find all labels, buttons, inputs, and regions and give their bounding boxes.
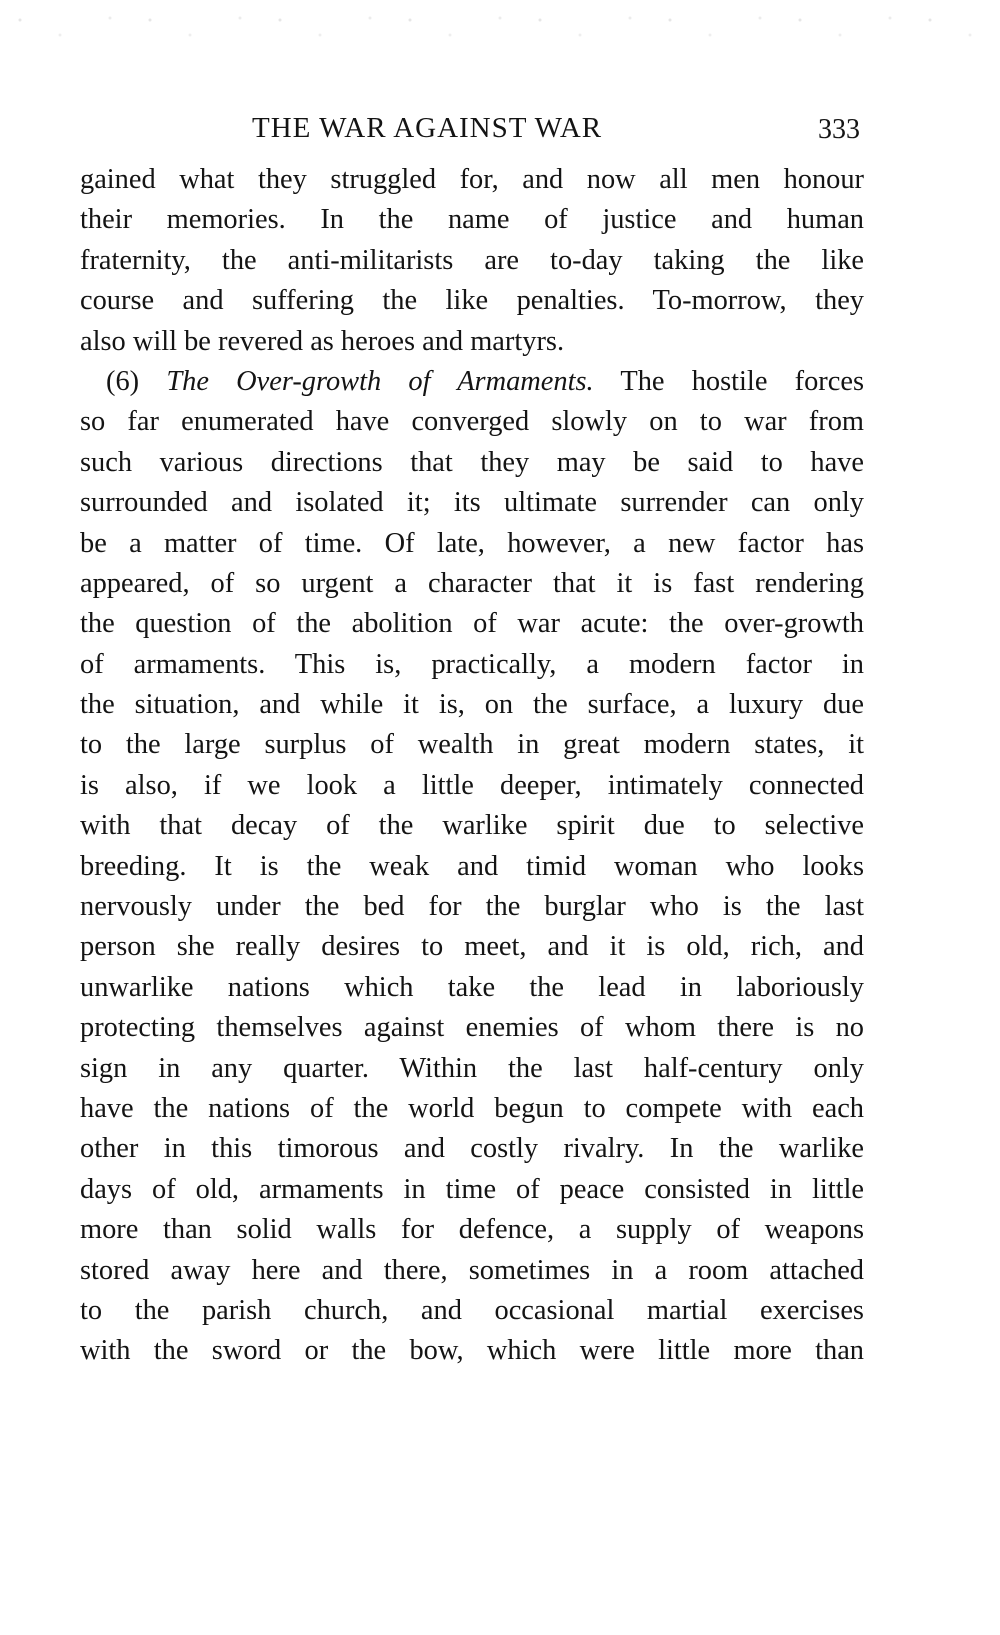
- text-line: of armaments. This is, practically, a modern factor in: [80, 648, 864, 680]
- text-line: be a matter of time. Of late, however, a new factor has: [80, 527, 864, 559]
- text-line: such various directions that they may be said to have: [80, 446, 864, 478]
- text-line: fraternity, the anti-militarists are to-day taking the like: [80, 244, 864, 276]
- text-line: to the parish church, and occasional martial exercises: [80, 1294, 864, 1326]
- text-line: sign in any quarter. Within the last half-century only: [80, 1052, 864, 1084]
- text-line: person she really desires to meet, and it is old, rich, and: [80, 931, 864, 963]
- text-line: the situation, and while it is, on the surface, a luxury due: [80, 689, 864, 721]
- text-line: unwarlike nations which take the lead in laboriously: [80, 971, 864, 1003]
- text-line: course and suffering the like penalties. To-morrow, they: [80, 285, 864, 317]
- text-line: appeared, of so urgent a character that it is fast rendering: [80, 567, 864, 599]
- text-line: other in this timorous and costly rivalry. In the warlike: [80, 1133, 864, 1165]
- page-number: 333: [818, 114, 860, 145]
- running-head: [82, 112, 862, 152]
- section-heading-line: [80, 362, 864, 402]
- scan-noise: [0, 0, 1000, 60]
- text-line: have the nations of the world begun to compete with each: [80, 1092, 864, 1124]
- text-line: with that decay of the warlike spirit due to selective: [80, 810, 864, 842]
- text-line: surrounded and isolated it; its ultimate surrender can only: [80, 487, 864, 519]
- text-line: nervously under the bed for the burglar who is the last: [80, 891, 864, 923]
- text-line: is also, if we look a little deeper, intimately connected: [80, 769, 864, 801]
- text-line: protecting themselves against enemies of whom there is no: [80, 1012, 864, 1044]
- text-line: their memories. In the name of justice and human: [80, 204, 864, 236]
- text-line: stored away here and there, sometimes in a room attached: [80, 1254, 864, 1286]
- text-line: breeding. It is the weak and timid woman who looks: [80, 850, 864, 882]
- section-lead-text: The hostile forces: [620, 365, 864, 397]
- page-body: [80, 160, 864, 1372]
- text-line: with the sword or the bow, which were little more than: [80, 1335, 864, 1367]
- running-head-title: THE WAR AGAINST WAR: [252, 112, 603, 144]
- text-line: gained what they struggled for, and now all men honour: [80, 164, 864, 195]
- text-line: more than solid walls for defence, a supply of weapons: [80, 1214, 864, 1246]
- section-number: (6): [106, 365, 140, 397]
- section-title: The Over-growth of Armaments.: [166, 365, 594, 397]
- text-line: days of old, armaments in time of peace consisted in little: [80, 1173, 864, 1205]
- text-line: also will be revered as heroes and martyrs.: [80, 325, 565, 357]
- text-line: to the large surplus of wealth in great modern states, it: [80, 729, 864, 761]
- text-line: the question of the abolition of war acute: the over-growth: [80, 608, 864, 640]
- text-line: so far enumerated have converged slowly on to war from: [80, 406, 864, 438]
